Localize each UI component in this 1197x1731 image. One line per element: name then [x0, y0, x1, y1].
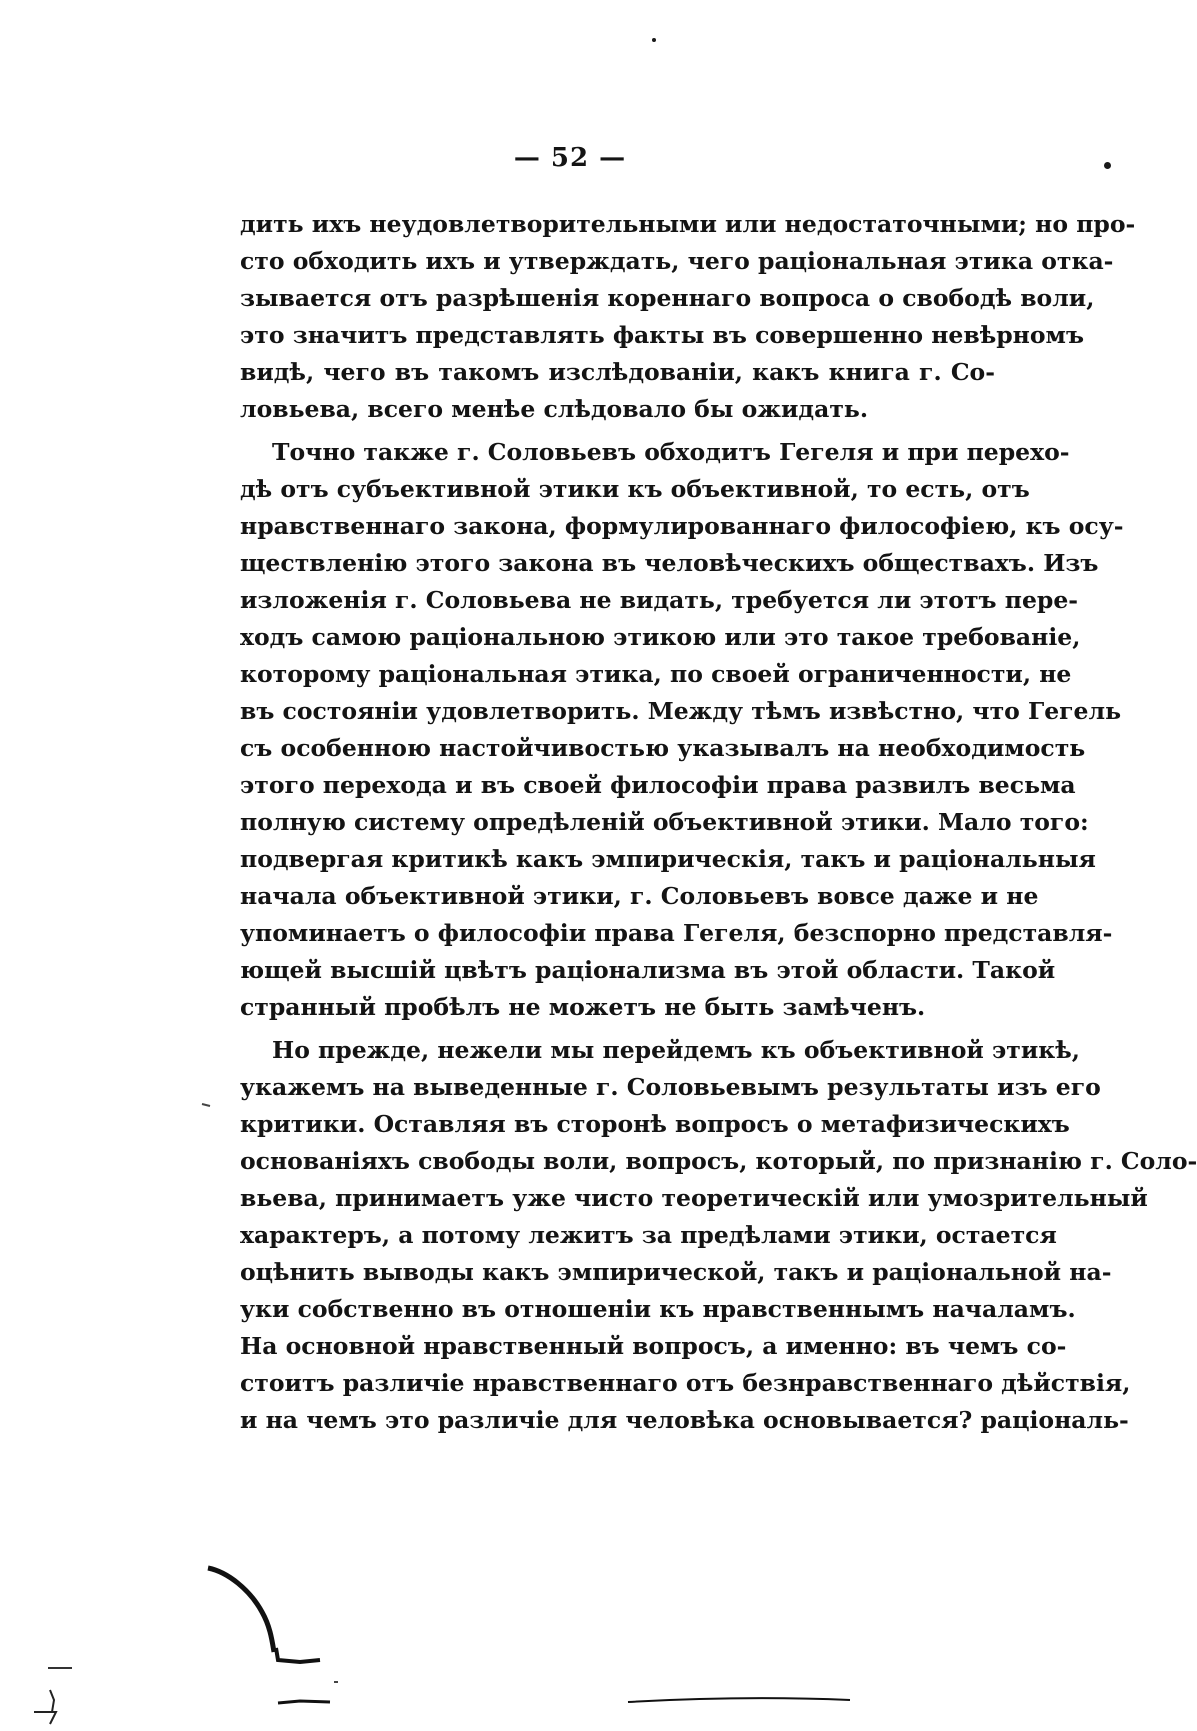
text-line: странный пробѣлъ не можетъ не быть замѣченъ.	[240, 993, 926, 1021]
text-line: вьева, принимаетъ уже чисто теоретическій или умозрительный	[240, 1184, 1148, 1212]
text-line: съ особенною настойчивостью указывалъ на необходимость	[240, 734, 1086, 762]
text-line: основаніяхъ свободы воли, вопросъ, который, по признанію г. Соло-	[240, 1147, 1197, 1175]
scan-mark	[276, 1648, 320, 1662]
scan-mark	[278, 1701, 330, 1703]
text-line: нравственнаго закона, формулированнаго философіею, къ осу-	[240, 512, 1124, 540]
scan-mark	[628, 1698, 850, 1702]
text-line: въ состояніи удовлетворить. Между тѣмъ извѣстно, что Гегель	[240, 697, 1122, 725]
text-line: полную систему опредѣленій объективной этики. Мало того:	[240, 808, 1089, 836]
text-line: изложенія г. Соловьева не видать, требуется ли этотъ пере-	[240, 586, 1079, 614]
paragraph-start-line: Но прежде, нежели мы перейдемъ къ объективной этикѣ,	[272, 1036, 1080, 1064]
text-line: и на чемъ это различіе для человѣка основывается? раціональ-	[240, 1406, 1129, 1434]
text-line: стоитъ различіе нравственнаго отъ безнравственнаго дѣйствія,	[240, 1369, 1131, 1397]
scan-mark	[34, 1712, 56, 1724]
text-line: ществленію этого закона въ человѣческихъ обществахъ. Изъ	[240, 549, 1099, 577]
text-line: На основной нравственный вопросъ, а именно: въ чемъ со-	[240, 1332, 1067, 1360]
paragraph-start-line: Точно также г. Соловьевъ обходитъ Гегеля и при перехо-	[272, 438, 1070, 466]
text-line: дить ихъ неудовлетворительными или недостаточными; но про-	[240, 210, 1136, 238]
page-number: — 52 —	[513, 143, 627, 173]
text-line: ющей высшій цвѣтъ раціонализма въ этой области. Такой	[240, 956, 1056, 984]
text-line: оцѣнить выводы какъ эмпирической, такъ и раціональной на-	[240, 1258, 1112, 1286]
text-line: зывается отъ разрѣшенія кореннаго вопроса о свободѣ воли,	[240, 284, 1095, 312]
body-text	[240, 206, 1197, 1439]
scan-speck	[1104, 162, 1111, 169]
text-line: подвергая критикѣ какъ эмпирическія, такъ и раціональныя	[240, 845, 1096, 873]
text-line: уки собственно въ отношеніи къ нравственнымъ началамъ.	[240, 1295, 1076, 1323]
text-line: видѣ, чего въ такомъ изслѣдованіи, какъ книга г. Со-	[240, 358, 995, 386]
text-line: ходъ самою раціональною этикою или это такое требованіе,	[240, 623, 1081, 651]
text-line: этого перехода и въ своей философіи права развилъ весьма	[240, 771, 1076, 799]
scan-mark	[208, 1568, 274, 1652]
text-line: ловьева, всего менѣе слѣдовало бы ожидать.	[240, 395, 869, 423]
text-line: характеръ, а потому лежитъ за предѣлами этики, остается	[240, 1221, 1057, 1249]
text-line: критики. Оставляя въ сторонѣ вопросъ о метафизическихъ	[240, 1110, 1070, 1138]
scan-mark	[202, 1104, 210, 1106]
text-line: дѣ отъ субъективной этики къ объективной, то есть, отъ	[240, 475, 1030, 503]
text-line: упоминаетъ о философіи права Гегеля, безспорно представля-	[240, 919, 1113, 947]
scan-mark	[50, 1690, 54, 1712]
text-line: сто обходить ихъ и утверждать, чего раціональная этика отка-	[240, 247, 1114, 275]
text-line: укажемъ на выведенные г. Соловьевымъ результаты изъ его	[240, 1073, 1101, 1101]
text-line: это значитъ представлять факты въ совершенно невѣрномъ	[240, 321, 1084, 349]
text-line: начала объективной этики, г. Соловьевъ вовсе даже и не	[240, 882, 1039, 910]
text-line: которому раціональная этика, по своей ограниченности, не	[240, 660, 1072, 688]
scan-speck	[652, 38, 656, 42]
